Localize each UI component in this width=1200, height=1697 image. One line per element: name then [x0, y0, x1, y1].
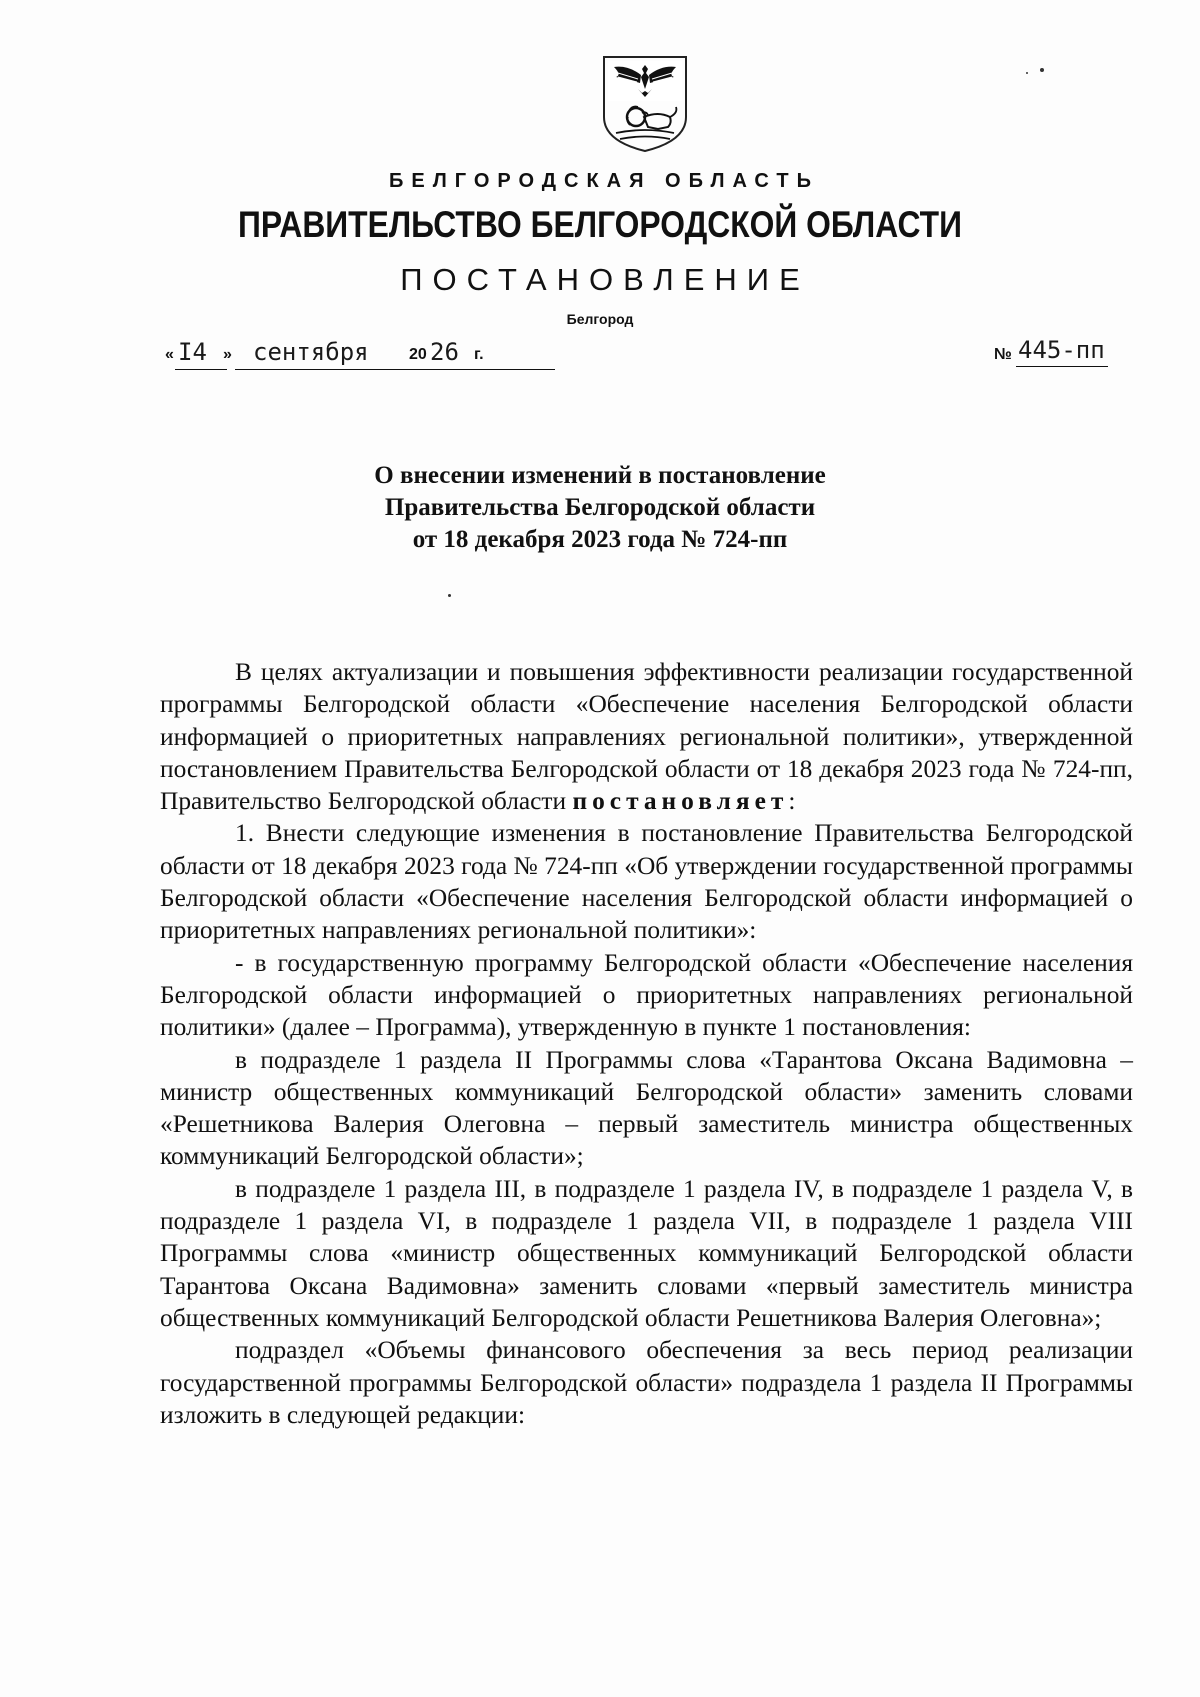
number-label: №	[994, 346, 1012, 363]
number-underline	[1016, 366, 1108, 367]
document-type: ПОСТАНОВЛЕНИЕ	[400, 262, 810, 297]
body-paragraph	[160, 656, 1133, 817]
decree-word: постановляет	[572, 787, 789, 816]
scan-speck	[448, 594, 451, 597]
decree-colon: :	[788, 787, 796, 816]
city-name: Белгород	[566, 311, 634, 327]
date-month: сентября	[253, 338, 369, 366]
preamble-text: В целях актуализации и повышения эффективности реализации государственной программы Белгородской области «Обеспечение населения Белгородской области информацией о приоритетных направлениях региональной политики», утвержденной постановлением Правительства Белгородской области от 18 декабря 2023 года № 724-пп, Правительство Белгородской области	[160, 658, 1133, 816]
government-name: ПРАВИТЕЛЬСТВО БЕЛГОРОДСКОЙ ОБЛАСТИ	[238, 204, 962, 245]
body-paragraph: - в государственную программу Белгородской области «Обеспечение населения Белгородской области информацией о приоритетных направлениях региональной политики» (далее – Программа), утвержденную в пункте 1 постановления:	[160, 948, 1133, 1042]
heading-line: от 18 декабря 2023 года № 724-пп	[412, 526, 788, 553]
date-year-suffix: 26	[430, 338, 459, 366]
date-day: I4	[178, 338, 207, 366]
document-heading	[150, 460, 1050, 556]
scan-speck	[1040, 68, 1044, 72]
body-paragraph: в подразделе 1 раздела II Программы слова «Тарантова Оксана Вадимовна – министр общественных коммуникаций Белгородской области» заменить словами «Решетникова Валерия Олеговна – первый заместитель министра общественных коммуникаций Белгородской области»;	[160, 1045, 1133, 1171]
date-month-underline	[235, 369, 555, 370]
date-year-underline	[427, 369, 469, 370]
number-value: 445-пп	[1018, 336, 1105, 364]
date-day-underline	[175, 369, 227, 370]
scan-speck	[1026, 72, 1028, 74]
date-year-mark: г.	[474, 346, 484, 363]
date-open-quote: «	[165, 346, 174, 363]
body-paragraph: 1. Внести следующие изменения в постановление Правительства Белгородской области от 18 декабря 2023 года № 724-пп «Об утверждении государственной программы Белгородской области «Обеспечение населения Белгородской области информацией о приоритетных направлениях региональной политики»:	[160, 819, 1133, 945]
heading-line: Правительства Белгородской области	[384, 494, 816, 521]
coat-of-arms-icon	[602, 55, 688, 153]
body-paragraph: подраздел «Объемы финансового обеспечения за весь период реализации государственной программы Белгородской области» подраздела 1 раздела II Программы изложить в следующей редакции:	[160, 1336, 1133, 1429]
date-close-quote: »	[223, 346, 232, 363]
document-body	[160, 656, 1133, 1431]
date-year-prefix: 20	[409, 346, 427, 363]
region-name: БЕЛГОРОДСКАЯ ОБЛАСТЬ	[389, 170, 819, 192]
heading-line: О внесении изменений в постановление	[374, 462, 826, 489]
body-paragraph: в подразделе 1 раздела III, в подразделе 1 раздела IV, в подразделе 1 раздела V, в подразделе 1 раздела VI, в подразделе 1 раздела VII, в подразделе 1 раздела VIII Программы слова «министр общественных коммуникаций Белгородской области Тарантова Оксана Вадимовна» заменить словами «первый заместитель министра общественных коммуникаций Белгородской области Решетникова Валерия Олеговна»;	[160, 1174, 1133, 1332]
